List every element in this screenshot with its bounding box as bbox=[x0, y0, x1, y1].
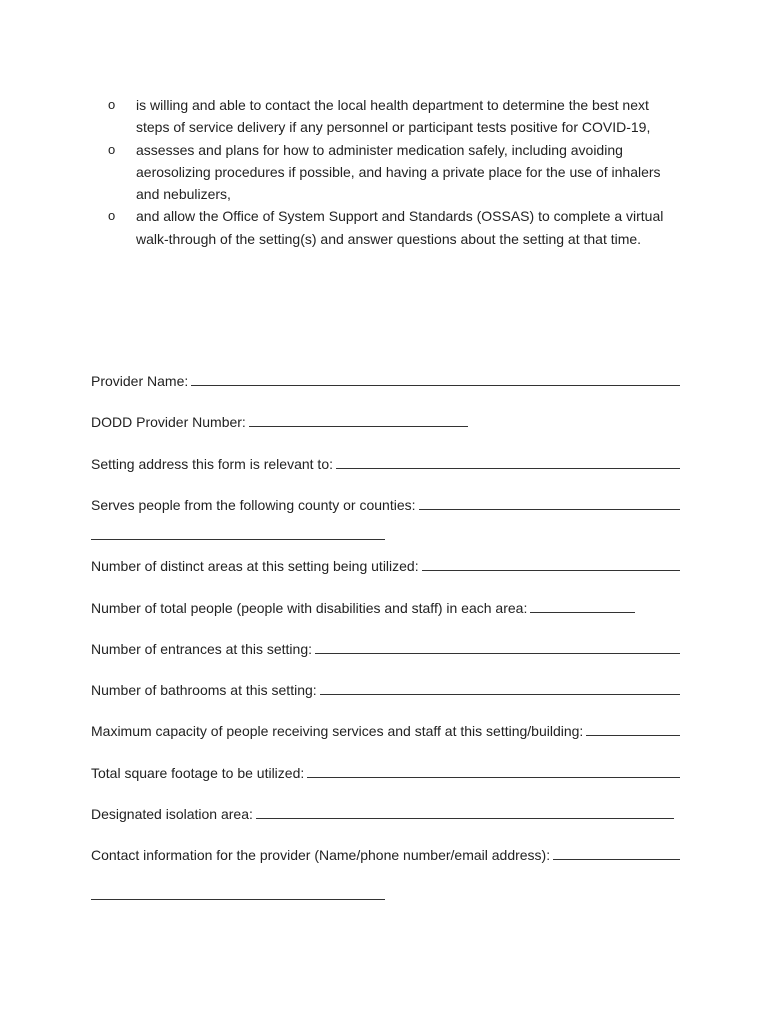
isolation-area-input-line[interactable] bbox=[256, 817, 674, 819]
serves-counties-continuation-line[interactable] bbox=[91, 539, 385, 540]
dodd-provider-number-label: DODD Provider Number: bbox=[91, 414, 246, 430]
setting-address-input-line[interactable] bbox=[336, 467, 680, 469]
total-people-input-line[interactable] bbox=[530, 611, 635, 613]
entrances-field bbox=[91, 634, 680, 658]
list-item bbox=[108, 205, 668, 250]
contact-info-continuation-line[interactable] bbox=[91, 899, 385, 900]
max-capacity-field bbox=[91, 716, 680, 740]
provider-name-field bbox=[91, 366, 680, 390]
dodd-provider-number-field bbox=[91, 407, 680, 431]
contact-info-label: Contact information for the provider (Name/phone number/email address): bbox=[91, 847, 551, 863]
serves-counties-field bbox=[91, 490, 680, 514]
isolation-area-field bbox=[91, 799, 674, 823]
distinct-areas-input-line[interactable] bbox=[422, 569, 680, 571]
bullet-marker: o bbox=[108, 97, 116, 112]
provider-name-input-line[interactable] bbox=[191, 384, 680, 386]
total-people-label: Number of total people (people with disabilities and staff) in each area: bbox=[91, 600, 528, 616]
bathrooms-field bbox=[91, 675, 680, 699]
serves-counties-label: Serves people from the following county or counties: bbox=[91, 497, 416, 513]
setting-address-field bbox=[91, 449, 680, 473]
serves-counties-input-line[interactable] bbox=[419, 508, 680, 510]
bullet-text: and allow the Office of System Support and Standards (OSSAS) to complete a virtual walk-through of the setting(s) and answer questions about the setting at that time. bbox=[136, 208, 664, 247]
square-footage-field bbox=[91, 758, 680, 782]
setting-address-label: Setting address this form is relevant to: bbox=[91, 456, 333, 472]
max-capacity-input-line[interactable] bbox=[586, 734, 680, 736]
entrances-label: Number of entrances at this setting: bbox=[91, 641, 312, 657]
entrances-input-line[interactable] bbox=[315, 652, 680, 654]
total-people-field bbox=[91, 593, 680, 617]
bullet-text: is willing and able to contact the local health department to determine the best next steps of service delivery if any personnel or participant tests positive for COVID-19, bbox=[136, 97, 651, 136]
list-item bbox=[108, 94, 668, 139]
distinct-areas-field bbox=[91, 551, 680, 575]
requirements-list bbox=[108, 94, 668, 250]
provider-name-label: Provider Name: bbox=[91, 373, 189, 389]
bathrooms-label: Number of bathrooms at this setting: bbox=[91, 682, 317, 698]
bullet-marker: o bbox=[108, 141, 116, 157]
square-footage-label: Total square footage to be utilized: bbox=[91, 765, 305, 781]
dodd-provider-number-input-line[interactable] bbox=[249, 425, 468, 427]
square-footage-input-line[interactable] bbox=[307, 776, 680, 778]
distinct-areas-label: Number of distinct areas at this setting being utilized: bbox=[91, 558, 419, 574]
bullet-text: assesses and plans for how to administer medication safely, including avoiding aerosolizing procedures if possible, and having a private place for the use of inhalers and nebulizers, bbox=[136, 141, 661, 203]
bullet-marker: o bbox=[108, 208, 116, 224]
bathrooms-input-line[interactable] bbox=[320, 693, 680, 695]
max-capacity-label: Maximum capacity of people receiving services and staff at this setting/building: bbox=[91, 723, 584, 739]
contact-info-field bbox=[91, 840, 680, 864]
contact-info-input-line[interactable] bbox=[553, 858, 680, 860]
isolation-area-label: Designated isolation area: bbox=[91, 806, 253, 822]
list-item bbox=[108, 139, 668, 206]
